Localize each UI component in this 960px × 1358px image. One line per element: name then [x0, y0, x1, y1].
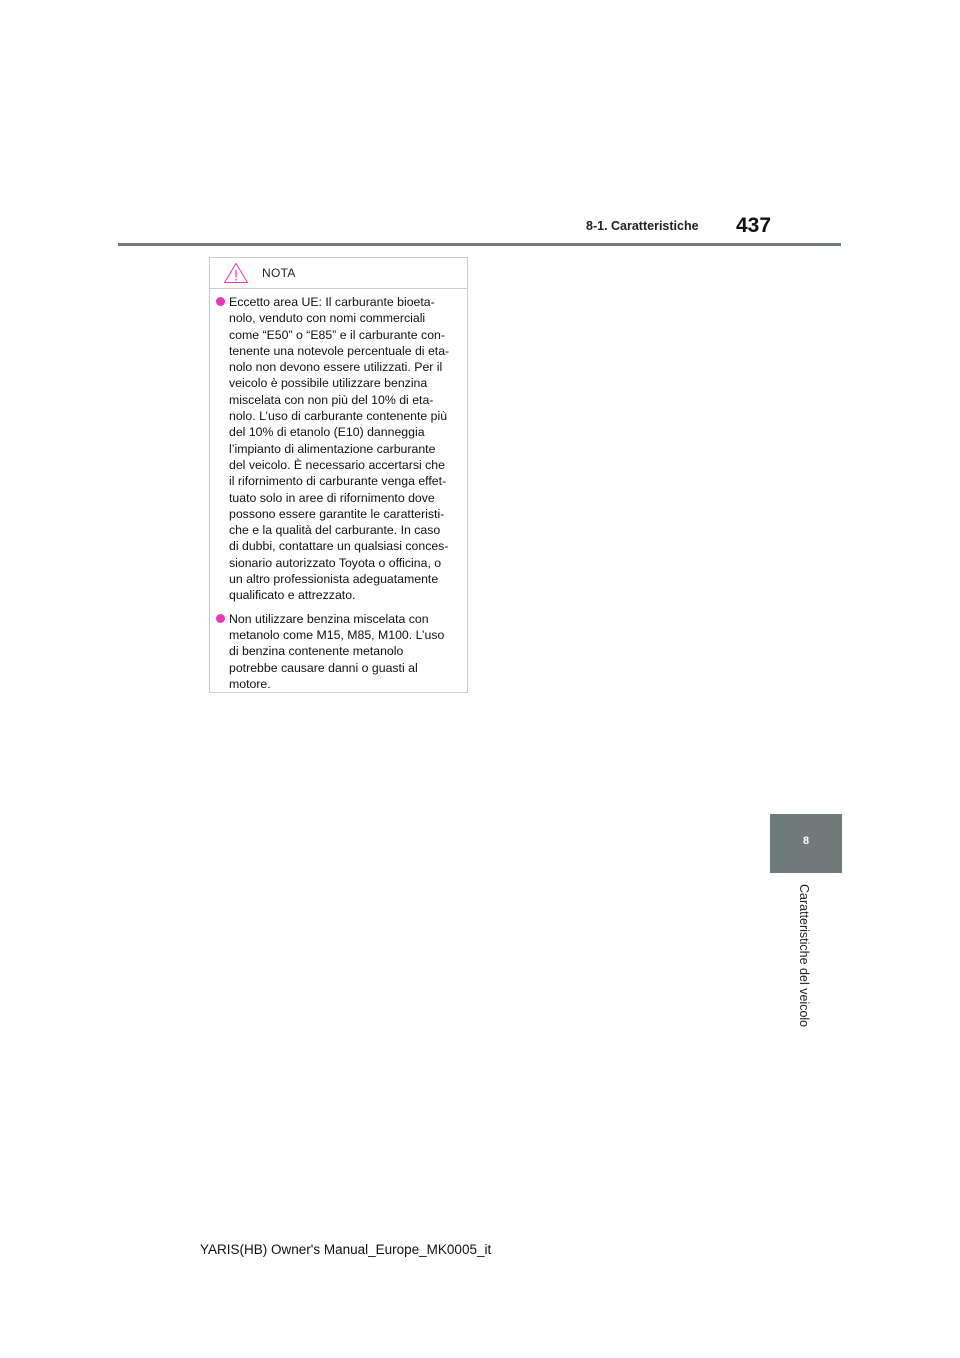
header-rule — [118, 243, 841, 246]
chapter-number: 8 — [802, 835, 810, 847]
text-line: come “E50” o “E85” e il carburante con- — [229, 327, 445, 342]
page-number: 437 — [736, 214, 772, 237]
text-line: l’impianto di alimentazione carburante — [229, 441, 436, 456]
note-bullet-item — [214, 611, 459, 692]
text-line: del veicolo. È necessario accertarsi che — [229, 457, 445, 472]
text-line: Non utilizzare benzina miscelata con — [229, 611, 429, 626]
text-line: possono essere garantite le caratteristi- — [229, 506, 445, 521]
text-line: miscelata con non più del 10% di eta- — [229, 392, 434, 407]
text-line: Eccetto area UE: Il carburante bioeta- — [229, 295, 435, 309]
text-line: nolo non devono essere utilizzati. Per il — [229, 360, 443, 375]
note-title: NOTA — [262, 266, 296, 280]
note-bullet-item — [214, 294, 459, 604]
text-line: metanolo come M15, M85, M100. L’uso — [229, 627, 445, 642]
note-box — [209, 257, 468, 693]
text-line: qualificato e attrezzato. — [229, 588, 356, 603]
text-line: tuato solo in aree di rifornimento dove — [229, 490, 435, 505]
text-line: un altro professionista adeguatamente — [229, 572, 439, 587]
text-line: potrebbe causare danni o guasti al — [229, 660, 418, 675]
text-line: di dubbi, contattare un qualsiasi conces- — [229, 539, 449, 554]
text-line: del 10% di etanolo (E10) danneggia — [229, 425, 425, 440]
note-header — [210, 258, 467, 289]
text-line: nolo. L’uso di carburante contenente più — [229, 409, 448, 424]
text-line: nolo, venduto con nomi commerciali — [229, 311, 426, 326]
chapter-tab — [770, 814, 842, 873]
text-line: tenente una notevole percentuale di eta- — [229, 343, 450, 358]
footer-text: YARIS(HB) Owner's Manual_Europe_MK0005_it — [200, 1242, 492, 1257]
text-line: il rifornimento di carburante venga effet- — [229, 474, 447, 489]
text-line: motore. — [229, 676, 271, 691]
warning-triangle-icon — [223, 262, 249, 284]
text-line: sionario autorizzato Toyota o officina, o — [229, 555, 442, 570]
note-body — [210, 289, 467, 692]
section-title: 8-1. Caratteristiche — [586, 219, 699, 233]
bullet-dot-icon — [216, 614, 225, 623]
chapter-label: Caratteristiche del veicolo — [797, 884, 811, 1028]
text-line: di benzina contenente metanolo — [229, 644, 404, 659]
text-line: veicolo è possibile utilizzare benzina — [229, 376, 428, 391]
bullet-dot-icon — [216, 297, 225, 306]
text-line: che e la qualità del carburante. In caso — [229, 523, 441, 538]
